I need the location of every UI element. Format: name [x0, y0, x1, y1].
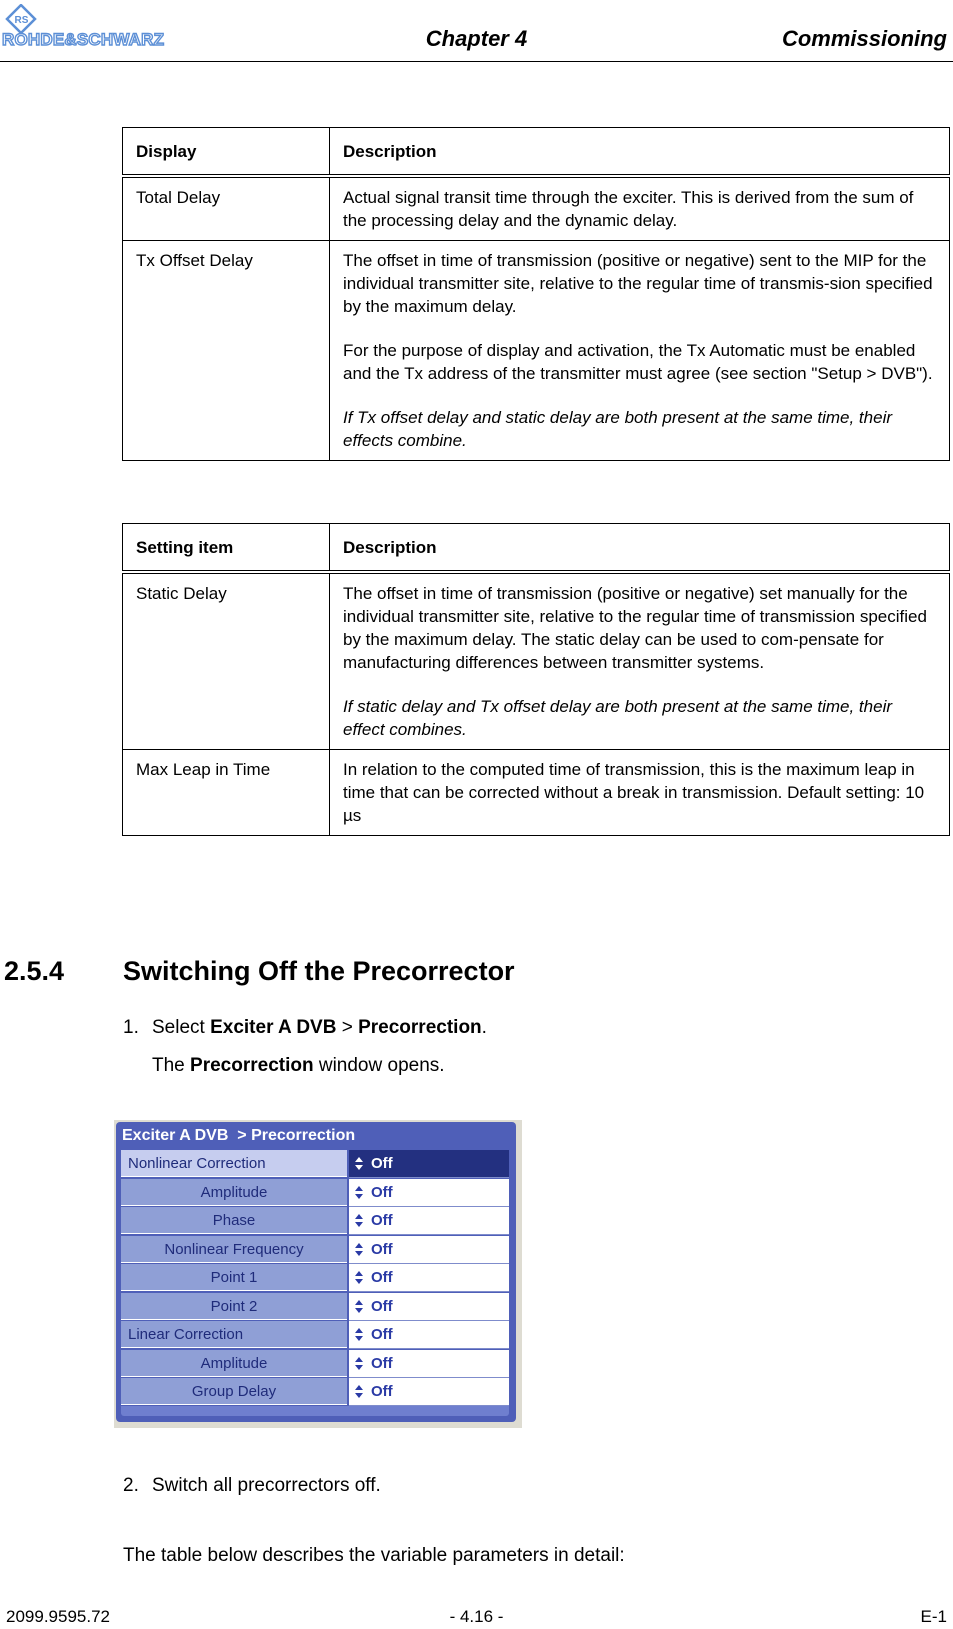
section-number: 2.5.4	[4, 956, 65, 986]
step-2-text: Switch all precorrectors off.	[152, 1475, 381, 1496]
description-cell	[330, 241, 950, 461]
table-header-row	[123, 524, 950, 573]
logo-wordmark: ROHDE&SCHWARZ	[2, 30, 165, 49]
precorrection-row[interactable]	[121, 1321, 509, 1349]
precorrection-row[interactable]	[121, 1378, 509, 1406]
value-selector[interactable]	[349, 1207, 509, 1235]
precorrection-row[interactable]	[121, 1264, 509, 1292]
precorrection-row[interactable]	[121, 1236, 509, 1264]
item-cell: Static Delay	[123, 572, 330, 750]
precorrection-row[interactable]	[121, 1150, 509, 1178]
step-text: Select	[152, 1017, 211, 1038]
description-note: If Tx offset delay and static delay are both present at the same time, their effects combine.	[343, 408, 893, 450]
table-row	[123, 572, 950, 750]
row-label: Linear Correction	[121, 1321, 347, 1348]
value-text: Off	[371, 1354, 393, 1372]
menu-precorrection: Precorrection	[358, 1017, 482, 1038]
window-name: Precorrection	[190, 1055, 314, 1076]
description-text: The offset in time of transmission (positive or negative) sent to the MIP for the individual transmitter site, relative to the regular time of transmis-sion specified by the maximum delay.	[343, 251, 933, 316]
header-cell: Setting item	[123, 524, 330, 573]
value-selector[interactable]	[349, 1293, 509, 1321]
value-selector[interactable]	[349, 1150, 509, 1178]
value-text: Off	[371, 1155, 393, 1172]
precorrection-screenshot	[114, 1120, 522, 1428]
up-down-arrows-icon[interactable]	[355, 1243, 363, 1256]
value-selector[interactable]	[349, 1236, 509, 1264]
menu-separator: >	[336, 1017, 359, 1038]
value-text: Off	[371, 1240, 393, 1258]
up-down-arrows-icon[interactable]	[355, 1214, 363, 1227]
up-down-arrows-icon[interactable]	[355, 1271, 363, 1284]
row-label: Group Delay	[121, 1378, 347, 1405]
display-table	[122, 127, 950, 461]
value-selector[interactable]	[349, 1179, 509, 1207]
description-cell	[330, 750, 950, 836]
window-footer	[121, 1406, 509, 1416]
value-text: Off	[371, 1326, 393, 1343]
row-label: Amplitude	[121, 1350, 347, 1377]
value-text: Off	[371, 1212, 393, 1229]
item-cell: Tx Offset Delay	[123, 241, 330, 461]
precorrection-window	[116, 1122, 516, 1422]
page-number: - 4.16 -	[449, 1607, 504, 1626]
value-selector[interactable]	[349, 1264, 509, 1292]
closing-text: The table below describes the variable parameters in detail:	[123, 1545, 625, 1566]
row-label: Phase	[121, 1207, 347, 1234]
up-down-arrows-icon[interactable]	[355, 1357, 363, 1370]
table-row	[123, 241, 950, 461]
row-label: Nonlinear Frequency	[121, 1236, 347, 1263]
description-text: Actual signal transit time through the exciter. This is derived from the sum of the processing delay and the dynamic delay.	[343, 188, 914, 230]
header-cell: Description	[330, 524, 950, 573]
row-label: Nonlinear Correction	[121, 1150, 347, 1177]
description-text: For the purpose of display and activation, the Tx Automatic must be enabled and the Tx address of the transmitter must agree (see section "Setup > DVB").	[343, 341, 933, 383]
chapter-title: Commissioning	[781, 26, 947, 51]
table-row	[123, 750, 950, 836]
step-text: .	[481, 1017, 487, 1038]
description-cell	[330, 176, 950, 241]
up-down-arrows-icon[interactable]	[355, 1385, 363, 1398]
step-number: 1.	[123, 1017, 139, 1038]
description-text: The offset in time of transmission (positive or negative) set manually for the individual transmitter site, relative to the regular time of transmission specified by the maximum delay. The static delay can be used to com-pensate for manufacturing differences between transmitter systems.	[343, 584, 927, 672]
up-down-arrows-icon[interactable]	[355, 1186, 363, 1199]
header-rule	[0, 61, 953, 62]
header-cell: Description	[330, 128, 950, 177]
precorrection-row[interactable]	[121, 1293, 509, 1321]
up-down-arrows-icon[interactable]	[355, 1300, 363, 1313]
row-label: Amplitude	[121, 1179, 347, 1206]
table-row	[123, 176, 950, 241]
precorrection-row[interactable]	[121, 1207, 509, 1235]
item-cell: Total Delay	[123, 176, 330, 241]
section-title: Switching Off the Precorrector	[123, 956, 515, 986]
value-selector[interactable]	[349, 1378, 509, 1406]
edition: E-1	[920, 1607, 947, 1626]
row-label: Point 2	[121, 1293, 347, 1320]
step-text: window opens.	[313, 1055, 445, 1076]
step-1-text	[152, 1017, 487, 1039]
description-cell	[330, 572, 950, 750]
description-text: In relation to the computed time of transmission, this is the maximum leap in time that can be corrected without a break in transmission. Default setting: 10 µs	[343, 760, 925, 825]
up-down-arrows-icon[interactable]	[355, 1328, 363, 1341]
value-selector[interactable]	[349, 1321, 509, 1349]
precorrection-row[interactable]	[121, 1350, 509, 1378]
value-text: Off	[371, 1297, 393, 1315]
menu-exciter: Exciter A DVB	[210, 1017, 337, 1038]
up-down-arrows-icon[interactable]	[355, 1157, 363, 1170]
description-note: If static delay and Tx offset delay are both present at the same time, their effect combines.	[343, 697, 893, 739]
setting-table	[122, 523, 950, 836]
window-title: Exciter A DVB > Precorrection	[122, 1127, 356, 1144]
step-text: The	[152, 1055, 191, 1076]
doc-number: 2099.9595.72	[6, 1607, 110, 1626]
precorrection-row[interactable]	[121, 1179, 509, 1207]
step-number: 2.	[123, 1475, 139, 1496]
value-text: Off	[371, 1269, 393, 1286]
svg-text:RS: RS	[14, 15, 29, 26]
step-result	[152, 1055, 445, 1077]
table-header-row	[123, 128, 950, 177]
value-selector[interactable]	[349, 1350, 509, 1378]
header-cell: Display	[123, 128, 330, 177]
value-text: Off	[371, 1383, 393, 1400]
chapter-label: Chapter 4	[425, 26, 528, 51]
value-text: Off	[371, 1183, 393, 1201]
item-cell: Max Leap in Time	[123, 750, 330, 836]
row-label: Point 1	[121, 1264, 347, 1291]
